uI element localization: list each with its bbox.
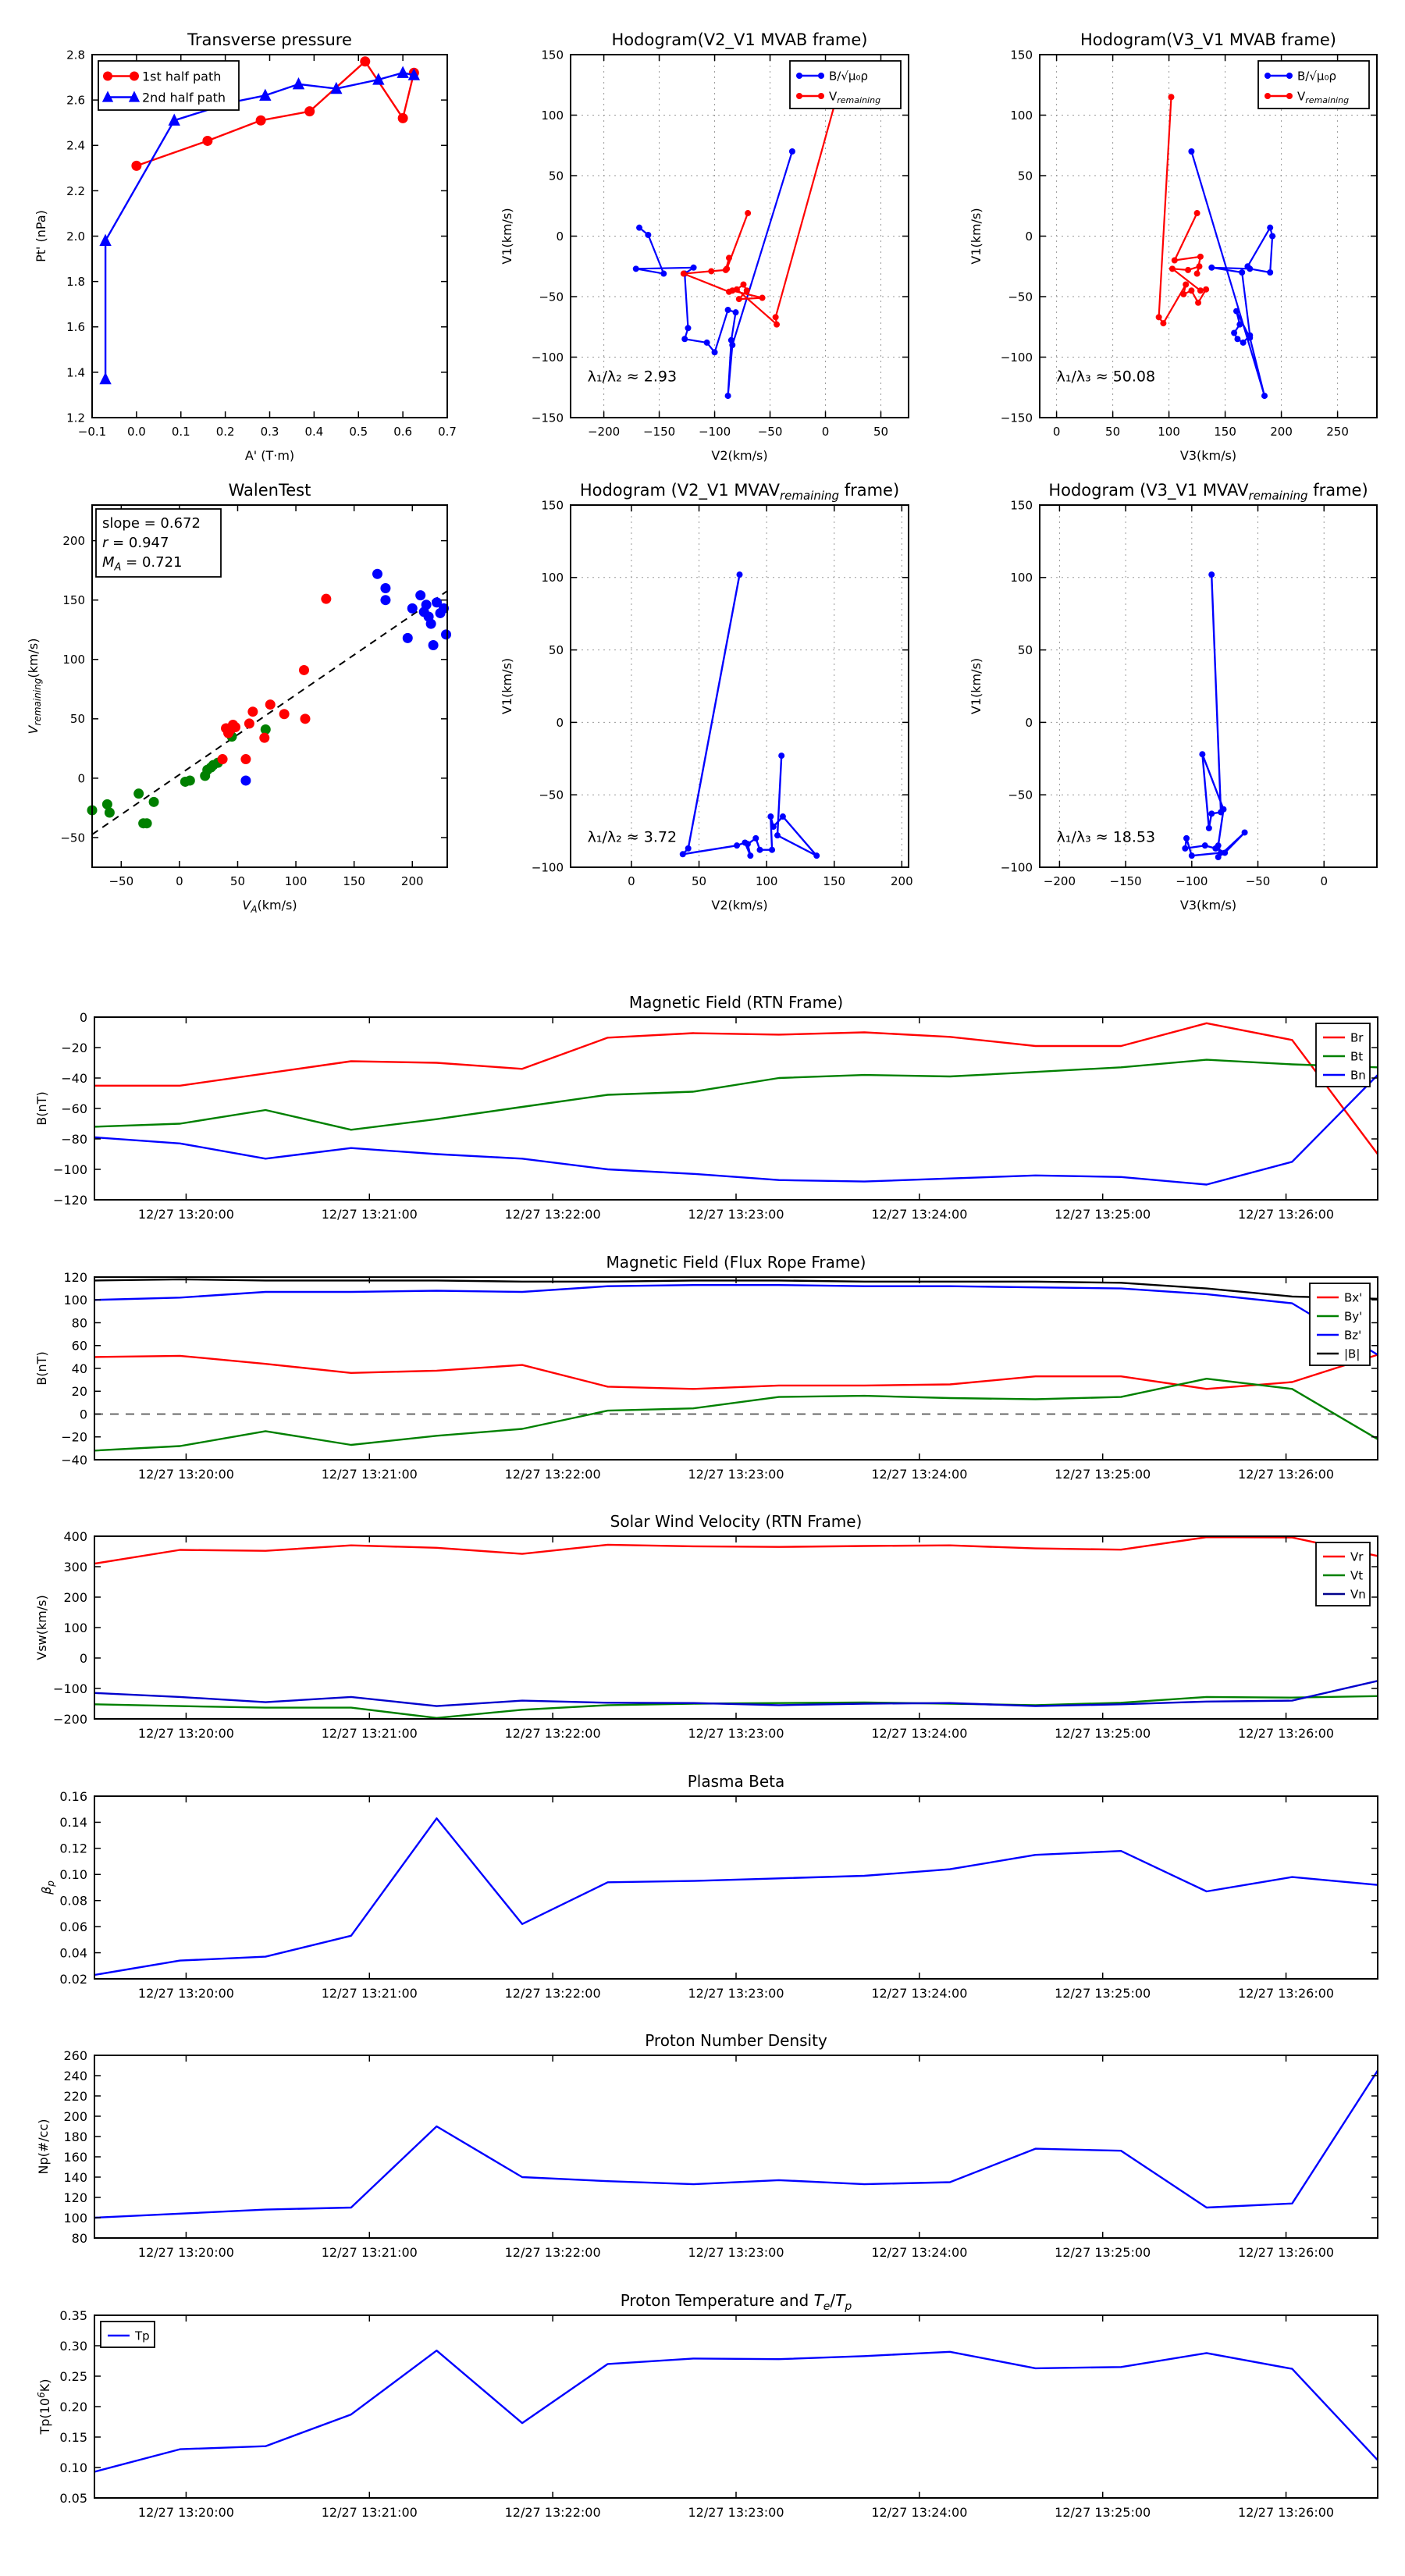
x-tick-label: 12/27 13:21:00 [321,2245,418,2260]
x-tick-label: 12/27 13:21:00 [321,1207,418,1222]
x-tick-label: 12/27 13:24:00 [871,2505,968,2520]
x-tick-label: 100 [1158,425,1180,439]
x-tick-label: 50 [873,425,889,439]
y-tick-label: 200 [63,2108,87,2124]
x-tick-label: 12/27 13:22:00 [504,1207,601,1222]
x-tick-label: 12/27 13:21:00 [321,2505,418,2520]
y-tick-label: −100 [53,1681,87,1696]
y-tick-label: −150 [1000,411,1033,425]
x-tick-label: 12/27 13:26:00 [1238,2245,1335,2260]
x-tick-label: 0 [628,874,635,888]
y-tick-label: 80 [71,1315,87,1331]
y-tick-label: 0.35 [59,2307,87,2323]
plot-title: WalenTest [228,481,311,500]
x-tick-label: 100 [755,874,778,888]
y-tick-label: 0.04 [59,1945,87,1961]
plot-hodogram-v3v1-mvav [969,481,1377,913]
x-tick-label: 12/27 13:24:00 [871,1726,968,1741]
legend-label: |B| [1344,1347,1361,1361]
y-tick-label: −50 [539,788,564,802]
series-Bz-prime [94,1285,1378,1354]
y-axis-label: B(nT) [34,1351,49,1386]
plot-title: Hodogram(V3_V1 MVAB frame) [1080,30,1336,49]
y-axis-label: $\beta_p$ [39,1880,56,1895]
y-axis-label: Pt' (nPa) [34,210,48,262]
y-tick-label: 80 [71,2230,87,2246]
y-tick-label: 220 [63,2088,87,2104]
y-tick-label: −100 [531,860,564,875]
x-tick-label: 12/27 13:25:00 [1055,1467,1151,1482]
series-B-over-sqrt-mu0rho [636,151,792,396]
y-tick-label: 100 [1010,108,1033,123]
y-tick-label: −100 [1000,860,1033,875]
x-tick-label: 100 [284,874,308,888]
y-tick-label: 100 [541,571,564,585]
legend-label: Bt [1350,1049,1364,1064]
y-tick-label: −120 [53,1192,87,1208]
legend-label: Bx' [1344,1290,1363,1305]
y-tick-label: −40 [61,1452,87,1468]
x-tick-label: 12/27 13:20:00 [137,1467,234,1482]
x-tick-label: 12/27 13:21:00 [321,1467,418,1482]
x-tick-label: 12/27 13:20:00 [137,1726,234,1741]
x-tick-label: 12/27 13:24:00 [871,1467,968,1482]
series-beta-p [94,1818,1378,1975]
legend-label: Vr [1350,1550,1364,1564]
y-tick-label: 1.2 [66,411,85,425]
y-tick-label: 100 [63,2210,87,2226]
x-tick-label: 12/27 13:23:00 [688,2505,784,2520]
y-tick-label: 0.15 [59,2429,87,2445]
plot-hodogram-v2v1-mvav [500,481,913,913]
plot-title: Magnetic Field (Flux Rope Frame) [606,1253,866,1272]
y-tick-label: −100 [53,1162,87,1177]
x-axis-label: A' (T·m) [244,448,295,463]
x-tick-label: 12/27 13:22:00 [504,1726,601,1741]
x-tick-label: 12/27 13:26:00 [1238,1726,1335,1741]
y-tick-label: 2.4 [66,138,85,153]
x-tick-label: −50 [108,874,134,888]
plot-hodogram-v2v1-mvab [500,30,909,463]
y-tick-label: 200 [63,1589,87,1605]
x-tick-label: 0 [1320,874,1329,888]
stats-line: $M_A = 0.721$ [102,554,183,574]
x-tick-label: 12/27 13:25:00 [1055,1726,1151,1741]
legend-label: $V_{remaining}$ [1297,89,1350,105]
x-tick-label: 200 [1270,425,1293,439]
y-tick-label: 0 [79,1009,87,1025]
x-axis-label: V3(km/s) [1179,898,1237,913]
y-tick-label: 140 [63,2169,87,2185]
y-tick-label: 40 [71,1361,87,1376]
x-tick-label: 12/27 13:25:00 [1055,2245,1151,2260]
plot-proton-number-density [36,2031,1378,2260]
x-tick-label: 12/27 13:20:00 [137,1207,234,1222]
y-tick-label: 2.2 [66,183,85,198]
y-tick-label: −50 [1008,290,1033,304]
x-tick-label: 12/27 13:21:00 [321,1726,418,1741]
y-tick-label: 180 [63,2129,87,2144]
y-tick-label: −20 [61,1429,87,1445]
x-tick-label: −50 [757,425,783,439]
x-tick-label: 0 [821,425,830,439]
series-V-remaining [683,575,816,856]
y-axis-label: V1(km/s) [969,657,984,715]
plot-hodogram-v3v1-mvab [969,30,1377,463]
y-tick-label: 150 [62,593,85,608]
x-tick-label: 12/27 13:25:00 [1055,2505,1151,2520]
x-tick-label: 0.4 [304,425,324,439]
y-axis-label: Np(#/cc) [36,2119,51,2175]
y-tick-label: 0 [79,1407,87,1422]
y-tick-label: 0.10 [59,1867,87,1883]
x-tick-label: 50 [229,874,246,888]
plot-title: Solar Wind Velocity (RTN Frame) [610,1512,863,1531]
y-tick-label: 0.08 [59,1893,87,1909]
y-axis-label: B(nT) [34,1091,49,1126]
x-axis-label: V2(km/s) [711,448,768,463]
x-tick-label: 12/27 13:21:00 [321,1986,418,2001]
series-V-remaining [684,105,834,325]
x-tick-label: 12/27 13:23:00 [688,1986,784,2001]
y-tick-label: 100 [541,108,564,123]
plot-title: Transverse pressure [187,30,352,49]
y-axis-label: Vsw(km/s) [34,1595,49,1660]
x-axis-label: V2(km/s) [711,898,768,913]
series-Np [94,2071,1378,2218]
y-tick-label: 160 [63,2149,87,2165]
y-tick-label: 1.4 [66,365,85,380]
y-tick-label: 0 [556,715,564,730]
y-tick-label: 0.25 [59,2368,87,2384]
x-tick-label: 12/27 13:25:00 [1055,1986,1151,2001]
x-axis-label: $V_A(km/s)$ [242,898,297,915]
plot-title: Magnetic Field (RTN Frame) [628,993,844,1012]
x-tick-label: 12/27 13:20:00 [137,2505,234,2520]
legend-label: 1st half path [142,69,222,84]
x-tick-label: 12/27 13:26:00 [1238,2505,1335,2520]
plot-magnetic-field-rtn [34,993,1378,1222]
y-axis-label: $Tp(10^6K)$ [35,2379,52,2435]
x-tick-label: 12/27 13:22:00 [504,1467,601,1482]
axes-frame [94,1536,1378,1719]
series-Br [94,1023,1378,1155]
y-tick-label: 50 [548,643,564,657]
plot-magnetic-field-flux-rope [34,1253,1378,1482]
legend-label: Tp [135,2329,150,2343]
x-tick-label: 12/27 13:20:00 [137,2245,234,2260]
stats-line: r = 0.947 [102,535,169,551]
y-axis-label: V1(km/s) [500,657,514,715]
plot-proton-temperature [36,2291,1378,2520]
x-tick-label: 12/27 13:24:00 [871,1986,968,2001]
annotation: λ₁/λ₂ ≈ 2.93 [587,368,678,386]
annotation: λ₁/λ₃ ≈ 18.53 [1056,828,1156,846]
x-tick-label: 12/27 13:25:00 [1055,1207,1151,1222]
axes-frame [94,1017,1378,1200]
plot-transverse-pressure [34,30,457,463]
y-axis-label: $V_{remaining}(km/s)$ [26,638,43,735]
y-tick-label: −80 [61,1131,87,1147]
plot-plasma-beta [39,1772,1378,2001]
x-tick-label: −0.1 [77,425,107,439]
legend-label: Bn [1350,1068,1366,1083]
x-tick-label: −150 [642,425,676,439]
x-tick-label: 12/27 13:22:00 [504,1986,601,2001]
series-Tp [94,2350,1378,2471]
axes-frame [571,505,909,867]
legend-label: By' [1344,1309,1363,1324]
x-tick-label: 12/27 13:23:00 [688,1726,784,1741]
plot-solar-wind-velocity [34,1512,1378,1741]
axes-frame [94,2315,1378,2498]
series-Vn [94,1681,1378,1706]
y-tick-label: −20 [61,1040,87,1055]
y-tick-label: 0 [77,771,85,786]
y-tick-label: −100 [531,350,564,365]
plot-title: Proton Number Density [645,2031,827,2050]
y-tick-label: 1.8 [66,275,85,290]
x-tick-label: 200 [400,874,424,888]
y-tick-label: 150 [541,48,564,62]
y-tick-label: 260 [63,2048,87,2063]
annotation: λ₁/λ₃ ≈ 50.08 [1056,368,1156,386]
x-tick-label: 0.6 [393,425,413,439]
y-tick-label: 50 [1017,169,1033,183]
y-tick-label: 50 [1017,643,1033,657]
y-tick-label: 0.02 [59,1971,87,1987]
y-tick-label: 150 [1010,48,1033,62]
y-tick-label: 0.10 [59,2460,87,2475]
x-tick-label: 0.0 [126,425,146,439]
x-tick-label: 150 [343,874,365,888]
x-tick-label: −100 [698,425,731,439]
y-tick-label: 0.05 [59,2490,87,2506]
plot-title: Plasma Beta [687,1772,785,1791]
x-tick-label: 0 [176,874,183,888]
x-tick-label: 50 [691,874,707,888]
plot-title: Hodogram(V2_V1 MVAB frame) [611,30,868,49]
y-tick-label: 0 [556,229,564,244]
y-tick-label: 0.30 [59,2338,87,2354]
y-tick-label: −50 [60,831,85,845]
annotation: λ₁/λ₂ ≈ 3.72 [587,828,678,846]
x-tick-label: 12/27 13:26:00 [1238,1986,1335,2001]
y-tick-label: 100 [62,653,85,667]
x-tick-label: 12/27 13:24:00 [871,1207,968,1222]
y-tick-label: 0.14 [59,1815,87,1831]
y-tick-label: 240 [63,2068,87,2083]
y-tick-label: 20 [71,1384,87,1400]
y-tick-label: 150 [541,498,564,513]
y-tick-label: 100 [63,1293,87,1308]
x-tick-label: −150 [1109,874,1142,888]
x-tick-label: 12/27 13:22:00 [504,2245,601,2260]
x-tick-label: 12/27 13:23:00 [688,1207,784,1222]
axes-frame [94,1277,1378,1460]
y-tick-label: −200 [53,1711,87,1727]
y-tick-label: 150 [1010,498,1033,513]
y-tick-label: 300 [63,1559,87,1574]
x-tick-label: −50 [1245,874,1271,888]
legend-label: Bz' [1344,1328,1362,1343]
y-tick-label: 0 [1025,229,1033,244]
series-V-remaining [1185,575,1244,857]
x-tick-label: 50 [1105,425,1121,439]
x-tick-label: −200 [587,425,621,439]
y-tick-label: −40 [61,1070,87,1086]
legend-label: Vt [1350,1568,1364,1583]
legend-label: 2nd half path [142,90,226,105]
y-tick-label: 1.6 [66,320,85,335]
x-tick-label: 250 [1326,425,1349,439]
plot-title: Hodogram (V2_V1 $MVAV_{remaining}$ frame) [579,481,900,503]
x-tick-label: −100 [1176,874,1208,888]
y-tick-label: 2.0 [66,229,85,244]
y-tick-label: −50 [539,290,564,304]
x-tick-label: 12/27 13:22:00 [504,2505,601,2520]
y-tick-label: 0.12 [59,1841,87,1856]
y-axis-label: V1(km/s) [500,208,514,265]
x-tick-label: 12/27 13:23:00 [688,1467,784,1482]
legend-label: B/√μ₀ρ [1297,69,1336,84]
y-tick-label: 0 [1025,715,1033,730]
y-tick-label: 50 [548,169,564,183]
x-tick-label: 0.2 [215,425,235,439]
x-tick-label: −200 [1043,874,1076,888]
y-tick-label: 0.06 [59,1919,87,1934]
y-tick-label: 2.6 [66,93,85,108]
y-tick-label: 120 [63,2190,87,2205]
axes-frame [94,2055,1378,2238]
stats-line: slope = 0.672 [102,515,201,532]
x-axis-label: V3(km/s) [1179,448,1237,463]
series-B-over-sqrt-mu0rho [1191,151,1272,396]
y-tick-label: 100 [63,1620,87,1635]
legend-label: Vn [1350,1587,1366,1602]
y-tick-label: 2.8 [66,48,85,62]
x-tick-label: 150 [823,874,846,888]
x-tick-label: 0 [1052,425,1061,439]
x-tick-label: 0.3 [260,425,279,439]
y-tick-label: −60 [61,1101,87,1116]
x-tick-label: 12/27 13:20:00 [137,1986,234,2001]
y-tick-label: 0 [79,1650,87,1666]
legend-label: $V_{remaining}$ [829,89,881,105]
y-tick-label: −150 [531,411,564,425]
y-tick-label: −50 [1008,788,1033,802]
legend-label: B/√μ₀ρ [829,69,868,84]
y-axis-label: V1(km/s) [969,208,984,265]
legend-label: Br [1350,1030,1364,1045]
x-tick-label: 12/27 13:26:00 [1238,1467,1335,1482]
x-tick-label: 0.5 [349,425,368,439]
x-tick-label: 0.1 [171,425,190,439]
y-tick-label: 0.20 [59,2399,87,2414]
y-tick-label: 100 [1010,571,1033,585]
y-tick-label: 50 [69,712,85,727]
y-tick-label: 60 [71,1338,87,1354]
x-tick-label: 0.7 [438,425,457,439]
plot-title: Hodogram (V3_V1 $MVAV_{remaining}$ frame) [1048,481,1368,503]
y-tick-label: 120 [63,1269,87,1285]
plots-root [26,30,1378,2520]
x-tick-label: 12/27 13:24:00 [871,2245,968,2260]
y-tick-label: 0.16 [59,1788,87,1804]
series-fit-line [92,591,447,834]
y-tick-label: −100 [1000,350,1033,365]
x-tick-label: 12/27 13:23:00 [688,2245,784,2260]
y-tick-label: 200 [62,534,85,549]
plot-title: Proton Temperature and $T_e/T_p$ [620,2291,852,2313]
x-tick-label: 12/27 13:26:00 [1238,1207,1335,1222]
y-tick-label: 400 [63,1528,87,1544]
series-Bn [94,1075,1378,1184]
x-tick-label: 150 [1214,425,1236,439]
plot-walen-test [26,481,451,915]
x-tick-label: 200 [891,874,913,888]
